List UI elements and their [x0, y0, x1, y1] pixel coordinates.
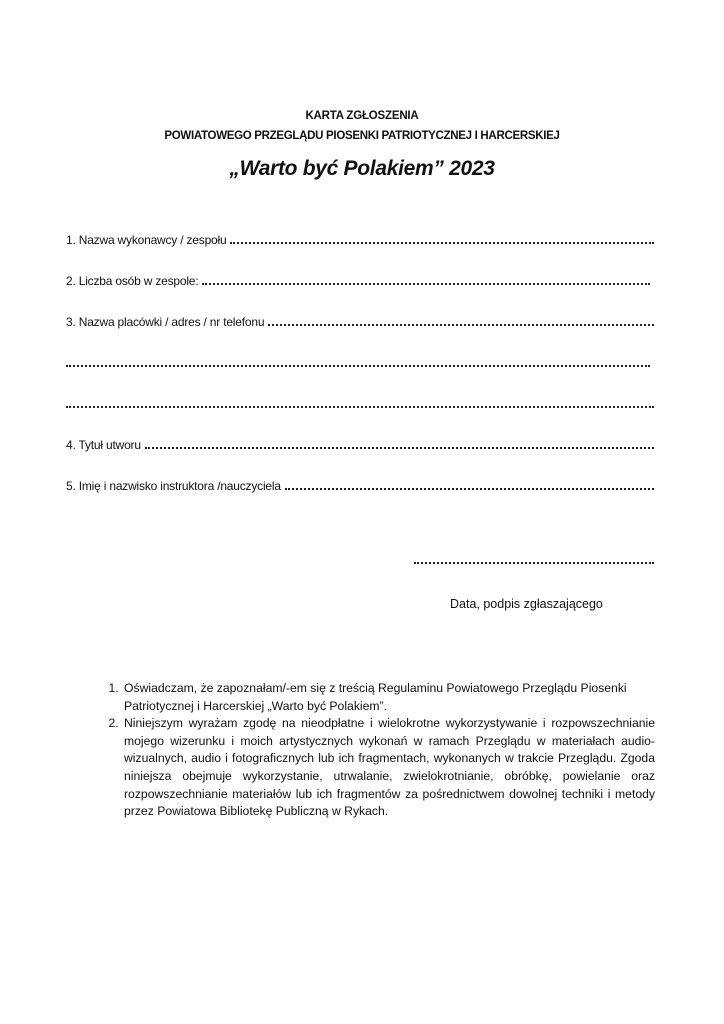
dotted-fill-line[interactable]	[66, 365, 650, 367]
dotted-fill-line[interactable]	[268, 324, 654, 326]
declaration-item: 2. Niniejszym wyrażam zgodę na nieodpłatne i wielokrotne wykorzystywanie i rozpowszechnianie mojego wizerunku i moich artystycznych wykonań w ramach Przeglądu w materiałach audio-wizualnych, audio i fotograficznych lub ich fragmentach, wykonanych w trakcie Przeglądu. Zgoda niniejsza obejmuje wykorzystanie, utrwalanie, zwielokrotnianie, obróbkę, powielanie oraz rozpowszechnianie materiałów lub ich fragmentów za pośrednictwem dowolnej techniki i metody przez Powiatowa Bibliotekę Publiczną w Rykach.	[122, 715, 655, 821]
field-performer-name[interactable]	[66, 231, 654, 247]
signature-line[interactable]	[414, 562, 654, 564]
field-instructor-name[interactable]	[66, 477, 654, 493]
dotted-fill-line[interactable]	[66, 406, 654, 408]
field-song-title[interactable]	[66, 436, 654, 452]
form-heading: KARTA ZGŁOSZENIA	[305, 110, 419, 122]
event-title: „Warto być Polakiem” 2023	[229, 157, 495, 180]
field-label: 4. Tytuł utworu	[66, 438, 141, 452]
form-subheading: POWIATOWEGO PRZEGLĄDU PIOSENKI PATRIOTYCZNEJ I HARCERSKIEJ	[164, 130, 560, 142]
field-member-count[interactable]	[66, 272, 650, 288]
field-institution-line-3[interactable]	[66, 395, 654, 411]
field-institution-line-2[interactable]	[66, 354, 650, 370]
dotted-fill-line[interactable]	[230, 242, 654, 244]
field-institution[interactable]	[66, 313, 654, 329]
field-label: 1. Nazwa wykonawcy / zespołu	[66, 233, 227, 247]
dotted-fill-line[interactable]	[202, 283, 650, 285]
declarations	[90, 680, 655, 821]
dotted-fill-line[interactable]	[145, 447, 654, 449]
declaration-item: 1. Oświadczam, że zapoznałam/-em się z treścią Regulaminu Powiatowego Przeglądu Piosenki Patriotycznej i Harcerskiej „Warto być Polakiem”.	[122, 680, 655, 715]
signature-label: Data, podpis zgłaszającego	[450, 597, 603, 611]
dotted-fill-line[interactable]	[285, 488, 654, 490]
field-label: 5. Imię i nazwisko instruktora /nauczyciela	[66, 479, 281, 493]
field-label: 3. Nazwa placówki / adres / nr telefonu	[66, 315, 265, 329]
field-label: 2. Liczba osób w zespole:	[66, 274, 199, 288]
